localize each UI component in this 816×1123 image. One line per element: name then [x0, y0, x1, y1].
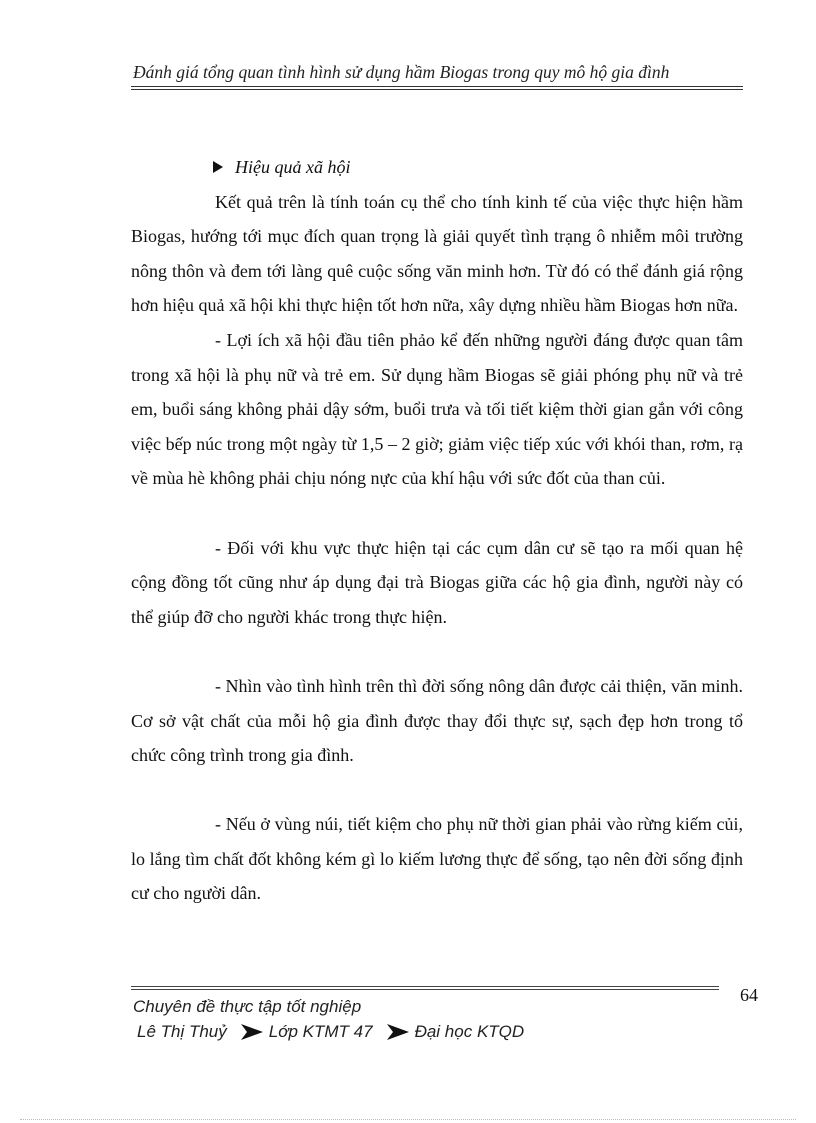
footer-class: Lớp KTMT 47: [268, 1022, 373, 1041]
footer-school: Đại học KTQD: [414, 1022, 525, 1041]
chevron-right-icon: [387, 1024, 409, 1040]
arrow-bullet-icon: [213, 161, 223, 173]
chevron-right-icon: [241, 1024, 263, 1040]
footer-thesis-label: Chuyên đề thực tập tốt nghiệp: [133, 997, 362, 1016]
document-body: [131, 150, 743, 911]
section-heading-text: Hiệu quả xã hội: [235, 157, 351, 177]
page-edge-divider: [20, 1119, 796, 1120]
footer-author: Lê Thị Thuỷ: [137, 1022, 227, 1041]
footer-rule-double: [131, 989, 719, 990]
page-number: 64: [740, 985, 758, 1005]
paragraph-mountain-areas: - Nếu ở vùng núi, tiết kiệm cho phụ nữ thời gian phải vào rừng kiếm củi, lo lắng tìm chất đốt không kém gì lo kiếm lương thực để sống, tạo nên đời sống định cư cho người dân.: [131, 814, 743, 904]
footer-rule: [131, 986, 719, 987]
paragraph-living-standards: - Nhìn vào tình hình trên thì đời sống nông dân được cải thiện, văn minh. Cơ sở vật chất của mỗi hộ gia đình được thay đổi thực sự, sạch đẹp hơn trong tổ chức công trình trong gia đình.: [131, 675, 743, 766]
footer-author-line: [137, 1022, 524, 1042]
header-rule: [131, 86, 743, 87]
paragraph-women-children: - Lợi ích xã hội đầu tiên phảo kể đến những người đáng được quan tâm trong xã hội là phụ nữ và trẻ em. Sử dụng hầm Biogas sẽ giải phóng phụ nữ và trẻ em, buổi sáng không phải dậy sớm, buổi trưa và tối tiết kiệm thời gian gắn với công việc bếp núc trong một ngày từ 1,5 – 2 giờ; giảm việc tiếp xúc với khói than, rơm, rạ về mùa hè không phải chịu nóng nực của khí hậu với sức đốt của than củi.: [131, 329, 743, 489]
paragraph-intro: Kết quả trên là tính toán cụ thể cho tính kinh tế của việc thực hiện hầm Biogas, hướng tới mục đích quan trọng là giải quyết tình trạng ô nhiễm môi trường nông thôn và đem tới làng quê cuộc sống văn minh hơn. Từ đó có thể đánh giá rộng hơn hiệu quả xã hội khi thực hiện tốt hơn nữa, xây dựng nhiều hầm Biogas hơn nữa.: [131, 191, 743, 316]
section-heading: [131, 150, 743, 185]
paragraph-community: - Đối với khu vực thực hiện tại các cụm dân cư sẽ tạo ra mối quan hệ cộng đồng tốt cũng như áp dụng đại trà Biogas giữa các hộ gia đình, người này có thể giúp đỡ cho người khác trong thực hiện.: [131, 537, 743, 627]
header-rule-double: [131, 89, 743, 90]
page-header-title: Đánh giá tổng quan tình hình sử dụng hầm Biogas trong quy mô hộ gia đình: [133, 62, 670, 82]
